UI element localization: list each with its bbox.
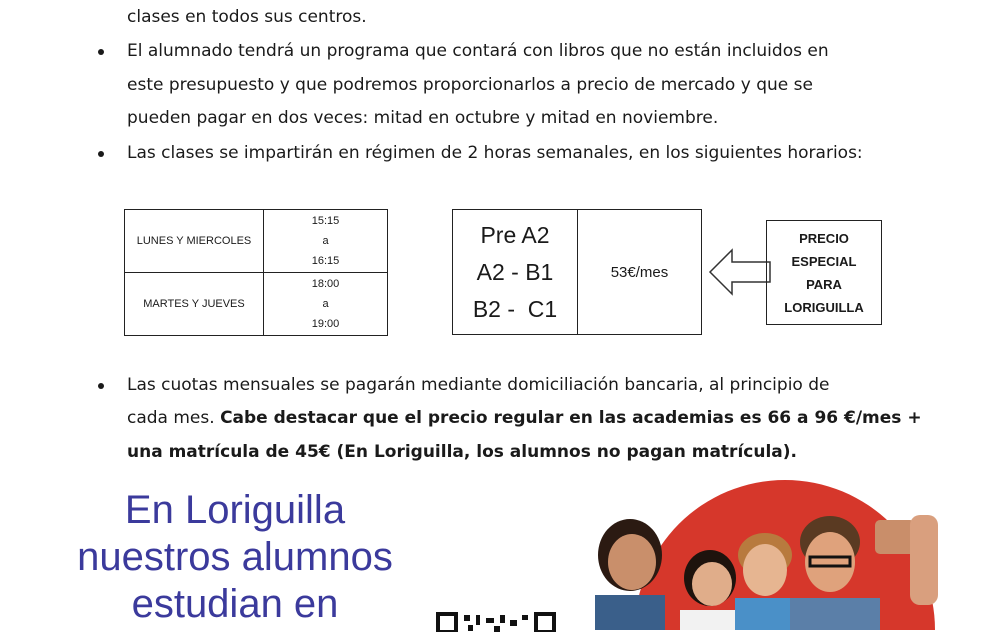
bold-text: Cabe destacar que el precio regular en las academias es 66 a 96 €/mes + [220, 408, 922, 428]
text-line: pueden pagar en dos veces: mitad en octubre y mitad en noviembre. [127, 108, 719, 128]
promo-line: nuestros alumnos [77, 535, 393, 579]
day-cell: MARTES Y JUEVES [125, 273, 264, 336]
text-line: este presupuesto y que podremos proporcionarlos a precio de mercado y que se [127, 75, 813, 95]
promo-heading [40, 487, 430, 628]
time-end: 19:00 [311, 318, 340, 330]
level-label: Pre A2 [480, 221, 550, 248]
bullet-icon [98, 49, 104, 55]
promo-line: estudian en [131, 582, 339, 626]
text-line: El alumnado tendrá un programa que contará con libros que no están incluidos en [127, 41, 829, 61]
text-line [127, 437, 797, 469]
level-label: B2 - C1 [472, 295, 558, 322]
bullet-icon [98, 383, 104, 389]
text-segment: cada mes. [127, 408, 221, 428]
special-line: PARA [806, 276, 842, 292]
price-table [452, 209, 702, 335]
special-line: ESPECIAL [791, 253, 857, 269]
time-cell [264, 273, 388, 336]
special-line: LORIGUILLA [784, 299, 864, 315]
time-end: 16:15 [311, 255, 340, 267]
level-label: A2 - B1 [476, 258, 554, 285]
text-line: clases en todos sus centros. [127, 7, 367, 27]
promo-line: En Loriguilla [124, 488, 346, 532]
special-price-box [766, 220, 882, 325]
text-line [127, 403, 922, 435]
bold-text: una matrícula de 45€ (En Loriguilla, los alumnos no pagan matrícula). [127, 442, 797, 462]
table-row [453, 210, 702, 335]
bullet-icon [98, 151, 104, 157]
levels-cell [453, 210, 578, 335]
text-line: Las clases se impartirán en régimen de 2 horas semanales, en los siguientes horarios: [127, 143, 863, 163]
left-arrow-icon [708, 247, 772, 297]
special-line: PRECIO [799, 230, 849, 246]
students-selfie-image [585, 480, 965, 630]
qr-code-icon [436, 612, 556, 632]
time-separator: a [322, 235, 329, 247]
schedule-table [124, 209, 388, 336]
day-cell: LUNES Y MIERCOLES [125, 210, 264, 273]
text-line: Las cuotas mensuales se pagarán mediante domiciliación bancaria, al principio de [127, 375, 830, 395]
price-cell: 53€/mes [578, 210, 702, 335]
time-cell [264, 210, 388, 273]
table-row [125, 210, 388, 273]
time-start: 15:15 [311, 215, 340, 227]
time-separator: a [322, 298, 329, 310]
table-row [125, 273, 388, 336]
time-start: 18:00 [311, 278, 340, 290]
